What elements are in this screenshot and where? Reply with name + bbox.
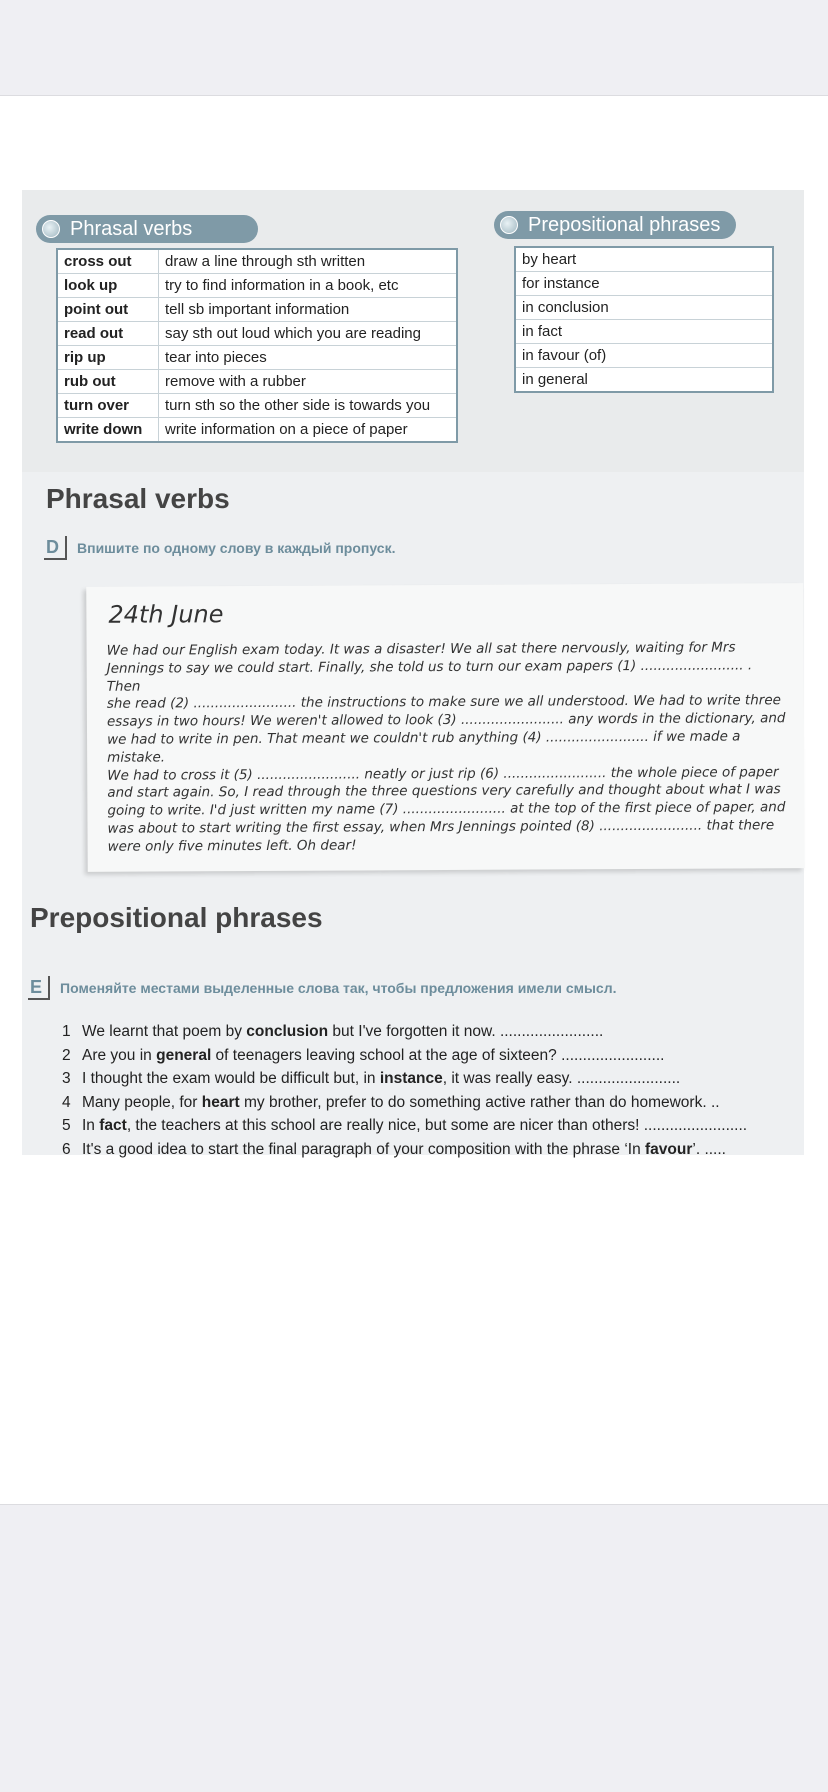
sentence-number: 2 <box>62 1046 71 1064</box>
table-row <box>515 272 773 296</box>
table-row <box>515 247 773 272</box>
sentence-text: I thought the exam would be difficult but, in <box>82 1070 380 1087</box>
highlighted-word: general <box>156 1046 212 1064</box>
sentence-text: but I've forgotten it now. ........................ <box>328 1023 604 1040</box>
phrasal-verb-meaning: say sth out loud which you are reading <box>159 322 458 346</box>
textbook-page-scan[interactable] <box>22 190 804 1158</box>
table-row <box>57 249 457 274</box>
diary-line: going to write. I'd just written my name (7) ........................ at the top of the first piece of paper, and <box>107 799 786 819</box>
sentence-text: , it was really easy. ........................ <box>442 1070 681 1087</box>
sentence-number: 6 <box>62 1140 71 1158</box>
diary-line: We had our English exam today. It was a disaster! We all sat there nervously, waiting for Mrs <box>106 639 736 659</box>
exercise-e-label <box>28 976 617 1000</box>
sentence-number: 3 <box>62 1070 71 1087</box>
highlighted-word: instance <box>379 1070 443 1087</box>
exercise-instruction: Впишите по одному слову в каждый пропуск. <box>77 540 396 556</box>
highlighted-word: heart <box>201 1093 240 1111</box>
diary-line: was about to start writing the first essay, when Mrs Jennings pointed (8) ........................ that there <box>107 817 775 837</box>
prepositional-phrases-title-text: Prepositional phrases <box>528 214 721 236</box>
diary-text <box>107 639 788 856</box>
table-row <box>57 394 457 418</box>
sentence-text: , the teachers at this school are really nice, but some are nicer than others! ........................ <box>126 1117 748 1134</box>
prepositional-phrase: in general <box>515 368 773 393</box>
sentence-number: 1 <box>62 1023 71 1040</box>
prepositional-phrase: in fact <box>515 320 773 344</box>
phrasal-verb: read out <box>57 322 159 346</box>
list-item <box>62 1020 804 1044</box>
section-heading-phrasal-verbs: Phrasal verbs <box>46 483 230 514</box>
diary-line: We had to cross it (5) ........................ neatly or just rip (6) ........................ the whole piece of paper <box>107 763 779 784</box>
table-row <box>57 322 457 346</box>
phrasal-verbs-table <box>56 248 458 443</box>
sentence-text: Are you in <box>82 1046 157 1064</box>
prepositional-phrases-box-title <box>494 211 736 239</box>
table-row <box>57 298 457 322</box>
list-item <box>62 1114 804 1138</box>
bottom-bar-area <box>0 1505 828 1792</box>
sentence-text: of teenagers leaving school at the age of sixteen? ........................ <box>211 1046 665 1064</box>
list-item <box>62 1091 804 1115</box>
sentence-text: Many people, for <box>82 1093 202 1111</box>
list-item <box>62 1044 804 1068</box>
phrasal-verb-meaning: remove with a rubber <box>159 370 458 394</box>
sentence-text: We learnt that poem by <box>82 1023 247 1040</box>
phrasal-verb: write down <box>57 418 159 443</box>
phrasal-verb-meaning: tear into pieces <box>159 346 458 370</box>
phrasal-verbs-title-text: Phrasal verbs <box>70 218 193 240</box>
sentence-text: It's a good idea to start the final paragraph of your composition with the phrase ‘In <box>82 1140 646 1158</box>
bullet-circle-icon <box>42 220 60 238</box>
status-bar-area <box>0 0 828 96</box>
phrasal-verb: rub out <box>57 370 159 394</box>
table-row <box>57 370 457 394</box>
table-row <box>515 344 773 368</box>
diary-line: she read (2) ........................ the instructions to make sure we all understood. We had to write three <box>106 692 781 713</box>
exercise-letter: E <box>28 976 50 1000</box>
phrasal-verb: cross out <box>57 249 159 274</box>
prepositional-phrase: in conclusion <box>515 296 773 320</box>
sentence-text: In <box>82 1117 100 1134</box>
bullet-circle-icon <box>500 216 518 234</box>
table-row <box>515 296 773 320</box>
diary-line: Jennings to say we could start. Finally, she told us to turn our exam papers (1) ........................ . Then <box>106 657 753 695</box>
prepositional-phrases-table <box>514 246 774 393</box>
exercise-d-label <box>44 536 395 560</box>
phrasal-verb-meaning: try to find information in a book, etc <box>159 274 458 298</box>
exercise-instruction: Поменяйте местами выделенные слова так, чтобы предложения имели смысл. <box>60 980 617 996</box>
highlighted-word: fact <box>99 1117 127 1134</box>
table-row <box>515 368 773 393</box>
prepositional-phrase: in favour (of) <box>515 344 773 368</box>
diary-line: essays in two hours! We weren't allowed to look (3) ........................ any words in the dictionary, and <box>106 710 786 730</box>
phrasal-verb: turn over <box>57 394 159 418</box>
exercise-letter: D <box>44 536 67 560</box>
prepositional-phrase: by heart <box>515 247 773 272</box>
table-row <box>57 418 457 443</box>
phrasal-verb: look up <box>57 274 159 298</box>
list-item <box>62 1067 804 1091</box>
diary-line: we had to write in pen. That meant we couldn't rub anything (4) ........................ if we made a mistake. <box>107 728 741 766</box>
diary-note <box>86 583 804 872</box>
section-heading-prepositional-phrases: Prepositional phrases <box>30 902 323 933</box>
diary-date: 24th June <box>108 600 224 629</box>
phrasal-verb: rip up <box>57 346 159 370</box>
diary-line: and start again. So, I read through the three questions very carefully and thought about what I was <box>107 781 781 802</box>
sentence-text: my brother, prefer to do something active rather than do homework. .. <box>239 1093 720 1111</box>
phrasal-verb-meaning: write information on a piece of paper <box>159 418 458 443</box>
exercise-e-sentences <box>62 1020 804 1161</box>
table-row <box>515 320 773 344</box>
highlighted-word: conclusion <box>246 1023 329 1040</box>
list-item <box>62 1138 804 1162</box>
vocabulary-boxes-area <box>22 190 804 472</box>
prepositional-phrase: for instance <box>515 272 773 296</box>
sentence-number: 5 <box>62 1117 71 1134</box>
phrasal-verb: point out <box>57 298 159 322</box>
phrasal-verb-meaning: draw a line through sth written <box>159 249 458 274</box>
phrasal-verb-meaning: tell sb important information <box>159 298 458 322</box>
table-row <box>57 346 457 370</box>
phrasal-verb-meaning: turn sth so the other side is towards you <box>159 394 458 418</box>
sentence-text: ’. ..... <box>692 1140 726 1158</box>
diary-line: were only five minutes left. Oh dear! <box>107 837 357 855</box>
table-row <box>57 274 457 298</box>
highlighted-word: favour <box>645 1140 693 1158</box>
phrasal-verbs-box-title <box>36 215 258 243</box>
sentence-number: 4 <box>62 1093 71 1111</box>
